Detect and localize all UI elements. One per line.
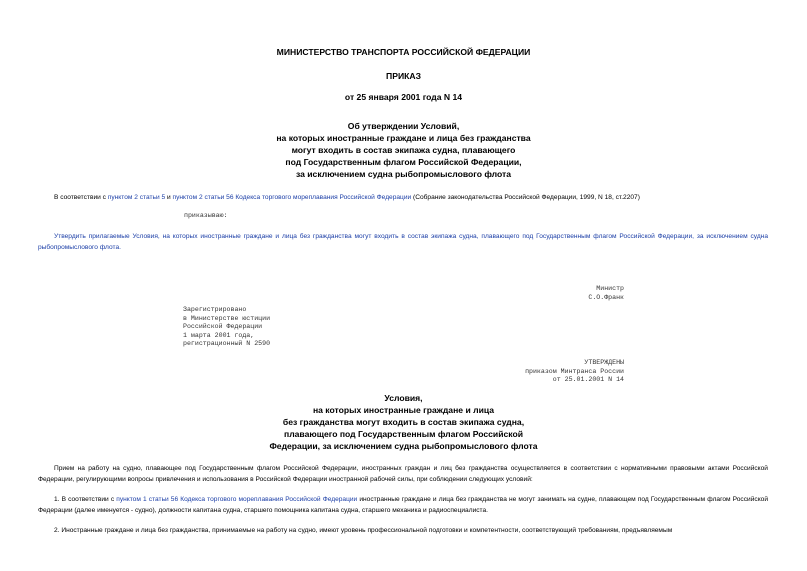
- link-article-56-p1[interactable]: пунктом 1 статьи 56 Кодекса торгового мореплавания Российской Федерации: [116, 496, 358, 503]
- order-title-line: могут входить в состав экипажа судна, плавающего: [291, 145, 516, 155]
- conditions-title-line: плавающего под Государственным флагом Российской: [284, 429, 523, 439]
- registration-block: Зарегистрировано в Министерстве юстиции Российской Федерации 1 марта 2001 года, регистрационный N 2590: [183, 306, 271, 348]
- order-title-line: за исключением судна рыбопромыслового флота: [295, 169, 512, 179]
- conditions-title-line: на которых иностранные граждане и лица: [312, 405, 495, 415]
- link-article-5[interactable]: пунктом 2 статьи 5: [107, 194, 166, 201]
- date-number: от 25 января 2001 года N 14: [344, 92, 463, 102]
- conditions-title-line: Условия,: [384, 393, 423, 403]
- item-2-paragraph: 2. Иностранные граждане и лица без гражданства, принимаемые на работу на судно, имеют уровень профессиональной подготовки и компетентности, соответствующий требованиям, предъявляемым: [54, 527, 673, 534]
- preamble: В соответствии с пунктом 2 статьи 5 и пунктом 2 статьи 56 Кодекса торгового мореплавания Российской Федерации (Собрание законодательства Российской Федерации, 1999, N 18, ст.2207): [54, 194, 640, 201]
- order-title-line: Об утверждении Условий,: [347, 121, 460, 131]
- order-title-line: на которых иностранные граждане и лица без гражданства: [276, 133, 531, 143]
- approved-block: УТВЕРЖДЕНЫ приказом Минтранса России от 25.01.2001 N 14: [525, 359, 624, 384]
- conditions-title-line: Федерации, за исключением судна рыбопромыслового флота: [269, 441, 538, 451]
- conditions-title-line: без гражданства могут входить в состав экипажа судна,: [282, 417, 525, 427]
- order-title-line: под Государственным флагом Российской Федерации,: [285, 157, 522, 167]
- ministry-heading: МИНИСТЕРСТВО ТРАНСПОРТА РОССИЙСКОЙ ФЕДЕРАЦИИ: [276, 47, 531, 57]
- doc-type-heading: ПРИКАЗ: [386, 71, 421, 81]
- order-word: приказываю:: [184, 212, 228, 219]
- order-title: [0, 120, 807, 180]
- intro-paragraph: Прием на работу на судно, плавающее под Государственным флагом Российской Федерации, иностранных граждан и лиц без гражданства осуществляется в соответствии с нормативными правовыми актами Российской Федерации, регулирующими вопросы привлечения и использования в Российской Федерации иностранной рабочей силы, при соблюдении следующих условий:: [38, 465, 768, 483]
- conditions-title: [0, 392, 807, 452]
- decree-paragraph: Утвердить прилагаемые Условия, на которых иностранные граждане и лица без гражданства могут входить в состав экипажа судна, плавающего под Государственным флагом Российской Федерации, за исключением судна рыбопромыслового флота.: [38, 233, 768, 251]
- signature-block: Министр С.О.Франк: [588, 285, 624, 301]
- link-article-56[interactable]: пунктом 2 статьи 56 Кодекса торгового мореплавания Российской Федерации: [172, 194, 412, 201]
- item-1-paragraph: 1. В соответствии с пунктом 1 статьи 56 Кодекса торгового мореплавания Российской Федерации иностранные граждане и лица без гражданства не могут занимать на судне, плавающем под Государственным флагом Российской Федерации (далее именуется - судно), должности капитана судна, старшего помощника капитана судна, старшего механика и радиоспециалиста.: [38, 496, 768, 514]
